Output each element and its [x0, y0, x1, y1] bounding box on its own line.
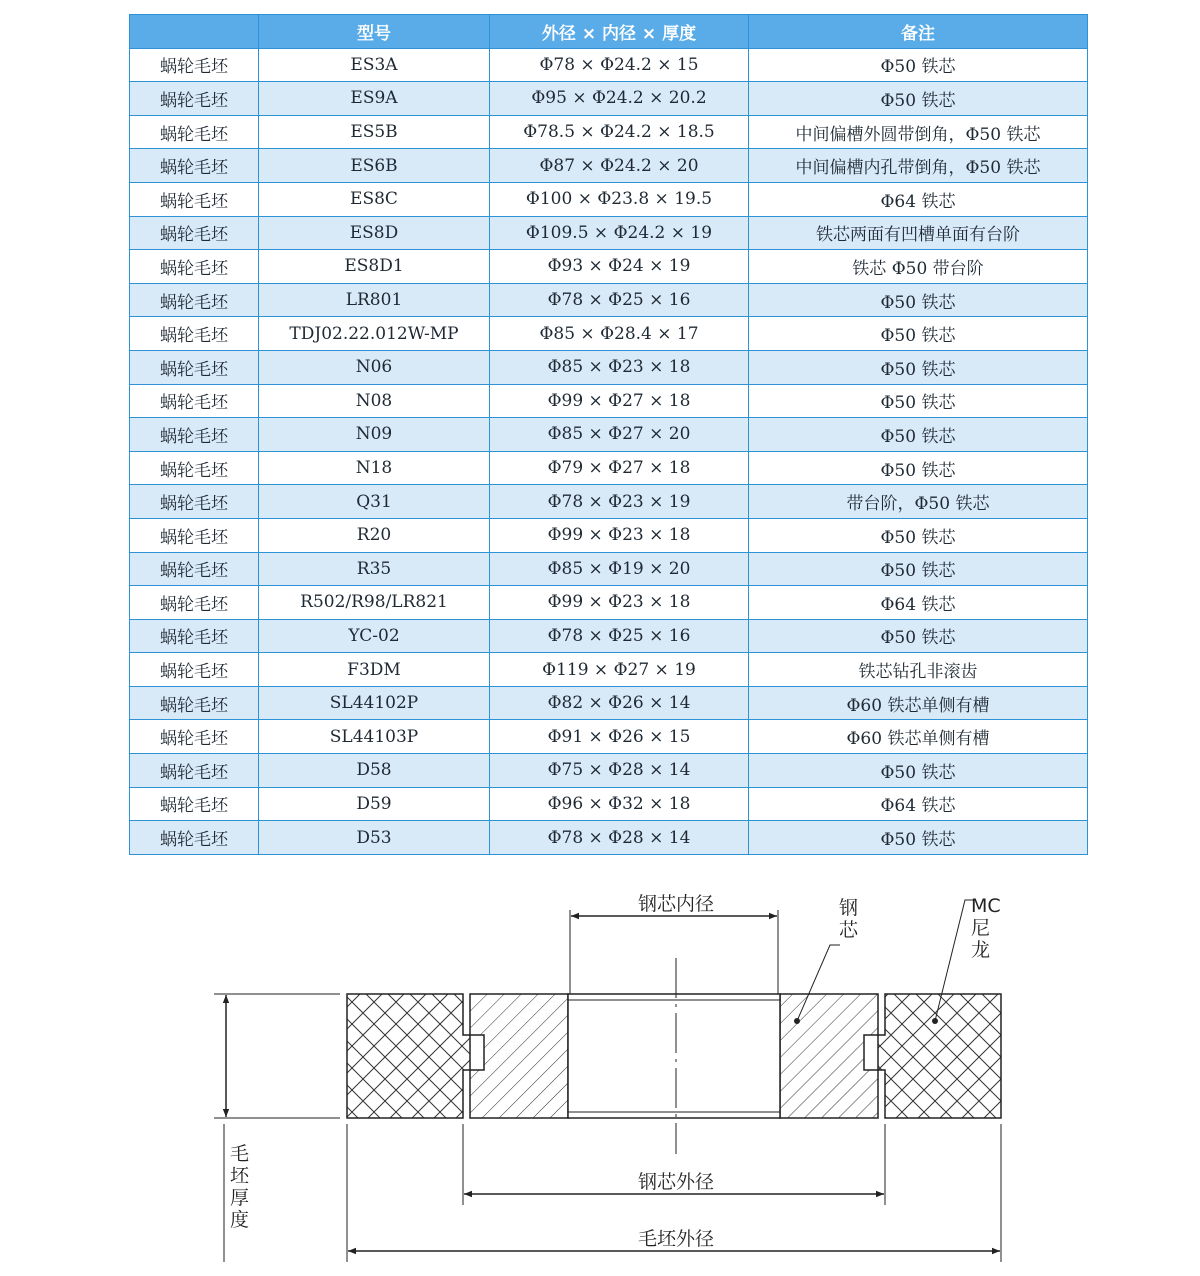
- cell-note: Φ50 铁芯: [749, 48, 1088, 82]
- cell-model: D59: [259, 787, 490, 821]
- label-blank-outer: 毛坯外径: [637, 1228, 715, 1250]
- table-row: [130, 48, 1088, 82]
- cell-note: 铁芯钻孔非滚齿: [749, 653, 1088, 687]
- cell-name: 蜗轮毛坯: [130, 518, 259, 552]
- cell-dims: Φ96 × Φ32 × 18: [490, 787, 749, 821]
- cell-note: Φ50 铁芯: [749, 518, 1088, 552]
- cell-model: N09: [259, 418, 490, 452]
- cell-dims: Φ85 × Φ27 × 20: [490, 418, 749, 452]
- table-row: [130, 586, 1088, 620]
- cell-dims: Φ91 × Φ26 × 15: [490, 720, 749, 754]
- label-core-inner: 钢芯内径: [637, 893, 715, 915]
- nylon-right-region: [878, 994, 1001, 1118]
- cell-name: 蜗轮毛坯: [130, 48, 259, 82]
- cell-name: 蜗轮毛坯: [130, 82, 259, 116]
- cell-name: 蜗轮毛坯: [130, 821, 259, 855]
- table-body: [130, 48, 1088, 854]
- cell-dims: Φ87 × Φ24.2 × 20: [490, 149, 749, 183]
- cell-model: R502/R98/LR821: [259, 586, 490, 620]
- table-row: [130, 485, 1088, 519]
- nylon-left-region: [347, 994, 470, 1118]
- table-row: [130, 216, 1088, 250]
- cell-model: Q31: [259, 485, 490, 519]
- cell-dims: Φ93 × Φ24 × 19: [490, 250, 749, 284]
- cell-dims: Φ75 × Φ28 × 14: [490, 754, 749, 788]
- cell-dims: Φ119 × Φ27 × 19: [490, 653, 749, 687]
- cell-name: 蜗轮毛坯: [130, 216, 259, 250]
- cell-note: Φ50 铁芯: [749, 552, 1088, 586]
- cell-name: 蜗轮毛坯: [130, 250, 259, 284]
- table-row: [130, 250, 1088, 284]
- table-row: [130, 283, 1088, 317]
- cell-name: 蜗轮毛坯: [130, 418, 259, 452]
- cell-note: Φ50 铁芯: [749, 283, 1088, 317]
- header-model: 型号: [259, 15, 490, 49]
- cell-model: R20: [259, 518, 490, 552]
- cell-name: 蜗轮毛坯: [130, 586, 259, 620]
- cell-dims: Φ78 × Φ25 × 16: [490, 283, 749, 317]
- cell-dims: Φ85 × Φ19 × 20: [490, 552, 749, 586]
- steel-core-right-region: [780, 994, 878, 1118]
- cell-dims: Φ79 × Φ27 × 18: [490, 451, 749, 485]
- cell-dims: Φ78 × Φ24.2 × 15: [490, 48, 749, 82]
- cell-name: 蜗轮毛坯: [130, 283, 259, 317]
- cell-name: 蜗轮毛坯: [130, 720, 259, 754]
- cell-name: 蜗轮毛坯: [130, 317, 259, 351]
- table-row: [130, 317, 1088, 351]
- cell-note: Φ60 铁芯单侧有槽: [749, 720, 1088, 754]
- table-row: [130, 552, 1088, 586]
- steel-core-left-region: [470, 994, 568, 1118]
- cell-model: N18: [259, 451, 490, 485]
- header-dims: 外径 × 内径 × 厚度: [490, 15, 749, 49]
- cell-note: Φ64 铁芯: [749, 182, 1088, 216]
- cell-model: ES6B: [259, 149, 490, 183]
- cell-model: ES8C: [259, 182, 490, 216]
- cell-name: 蜗轮毛坯: [130, 653, 259, 687]
- cell-name: 蜗轮毛坯: [130, 552, 259, 586]
- cell-dims: Φ85 × Φ28.4 × 17: [490, 317, 749, 351]
- cell-model: ES3A: [259, 48, 490, 82]
- cell-dims: Φ99 × Φ23 × 18: [490, 518, 749, 552]
- table-row: [130, 754, 1088, 788]
- table-row: [130, 821, 1088, 855]
- cell-name: 蜗轮毛坯: [130, 115, 259, 149]
- label-blank-thickness: 毛坯厚度: [230, 1143, 250, 1231]
- cell-model: TDJ02.22.012W-MP: [259, 317, 490, 351]
- cell-name: 蜗轮毛坯: [130, 619, 259, 653]
- cell-note: Φ50 铁芯: [749, 384, 1088, 418]
- cell-note: Φ60 铁芯单侧有槽: [749, 686, 1088, 720]
- cell-model: N08: [259, 384, 490, 418]
- cell-note: Φ50 铁芯: [749, 754, 1088, 788]
- cell-model: SL44103P: [259, 720, 490, 754]
- cell-model: D53: [259, 821, 490, 855]
- cell-dims: Φ95 × Φ24.2 × 20.2: [490, 82, 749, 116]
- cell-dims: Φ85 × Φ23 × 18: [490, 350, 749, 384]
- cell-name: 蜗轮毛坯: [130, 182, 259, 216]
- cell-dims: Φ78 × Φ28 × 14: [490, 821, 749, 855]
- bore: [568, 994, 780, 1118]
- cell-note: 铁芯 Φ50 带台阶: [749, 250, 1088, 284]
- cell-dims: Φ78 × Φ25 × 16: [490, 619, 749, 653]
- table-row: [130, 720, 1088, 754]
- cell-note: Φ50 铁芯: [749, 317, 1088, 351]
- table-row: [130, 787, 1088, 821]
- cell-name: 蜗轮毛坯: [130, 384, 259, 418]
- cell-model: N06: [259, 350, 490, 384]
- cell-note: Φ50 铁芯: [749, 821, 1088, 855]
- cell-note: Φ50 铁芯: [749, 82, 1088, 116]
- table-row: [130, 82, 1088, 116]
- header-note: 备注: [749, 15, 1088, 49]
- cell-dims: Φ100 × Φ23.8 × 19.5: [490, 182, 749, 216]
- table-row: [130, 182, 1088, 216]
- label-nylon: MC 尼龙: [971, 895, 1001, 961]
- label-steel-core: 钢芯: [839, 897, 859, 941]
- cell-name: 蜗轮毛坯: [130, 451, 259, 485]
- cell-note: Φ50 铁芯: [749, 451, 1088, 485]
- cell-note: Φ64 铁芯: [749, 586, 1088, 620]
- cell-model: SL44102P: [259, 686, 490, 720]
- cell-dims: Φ78.5 × Φ24.2 × 18.5: [490, 115, 749, 149]
- table-row: [130, 686, 1088, 720]
- table-row: [130, 149, 1088, 183]
- cell-model: ES8D: [259, 216, 490, 250]
- cell-dims: Φ78 × Φ23 × 19: [490, 485, 749, 519]
- cell-note: 中间偏槽外圆带倒角，Φ50 铁芯: [749, 115, 1088, 149]
- cell-model: R35: [259, 552, 490, 586]
- table-row: [130, 115, 1088, 149]
- cell-note: 铁芯两面有凹槽单面有台阶: [749, 216, 1088, 250]
- label-core-outer: 钢芯外径: [637, 1171, 715, 1193]
- cell-model: ES8D1: [259, 250, 490, 284]
- cross-section-diagram: [0, 870, 1200, 1270]
- header-name: [130, 15, 259, 49]
- cell-dims: Φ82 × Φ26 × 14: [490, 686, 749, 720]
- cell-name: 蜗轮毛坯: [130, 754, 259, 788]
- cell-model: D58: [259, 754, 490, 788]
- table-header-row: [130, 15, 1088, 49]
- cell-note: 中间偏槽内孔带倒角，Φ50 铁芯: [749, 149, 1088, 183]
- table-row: [130, 350, 1088, 384]
- cell-note: Φ64 铁芯: [749, 787, 1088, 821]
- table-row: [130, 384, 1088, 418]
- table-row: [130, 518, 1088, 552]
- cell-note: Φ50 铁芯: [749, 350, 1088, 384]
- table-row: [130, 418, 1088, 452]
- table-row: [130, 451, 1088, 485]
- cell-note: 带台阶，Φ50 铁芯: [749, 485, 1088, 519]
- cell-model: ES9A: [259, 82, 490, 116]
- cell-model: YC-02: [259, 619, 490, 653]
- cell-name: 蜗轮毛坯: [130, 686, 259, 720]
- cell-note: Φ50 铁芯: [749, 418, 1088, 452]
- cell-name: 蜗轮毛坯: [130, 787, 259, 821]
- table-row: [130, 653, 1088, 687]
- cell-model: F3DM: [259, 653, 490, 687]
- cell-dims: Φ109.5 × Φ24.2 × 19: [490, 216, 749, 250]
- cell-dims: Φ99 × Φ27 × 18: [490, 384, 749, 418]
- cell-note: Φ50 铁芯: [749, 619, 1088, 653]
- cell-model: ES5B: [259, 115, 490, 149]
- cell-name: 蜗轮毛坯: [130, 350, 259, 384]
- cell-model: LR801: [259, 283, 490, 317]
- cell-dims: Φ99 × Φ23 × 18: [490, 586, 749, 620]
- cell-name: 蜗轮毛坯: [130, 149, 259, 183]
- cell-name: 蜗轮毛坯: [130, 485, 259, 519]
- table-row: [130, 619, 1088, 653]
- spec-table: [129, 14, 1088, 855]
